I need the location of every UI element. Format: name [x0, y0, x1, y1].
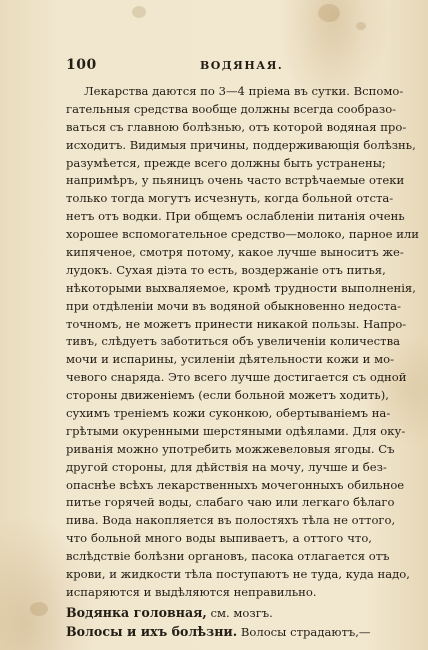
text-line: испаряются и выдѣляются неправильно. [66, 584, 317, 599]
text-line: точномъ, не можетъ принести никакой пользы. Напро- [66, 316, 407, 331]
text-line: что больной много воды выпиваетъ, а оттого что, [66, 531, 372, 546]
text-line: гательныя средства вообще должны всегда сообразо- [66, 101, 397, 116]
text-line: напримѣръ, у пьяницъ очень часто встрѣчаемые отеки [66, 173, 405, 188]
text-line: пива. Вода накопляется въ полостяхъ тѣла не оттого, [66, 513, 396, 528]
entry-headword: Водянка головная, [66, 604, 207, 620]
text-line: риванія можно употребить можжевеловыя ягоды. Съ [66, 441, 395, 456]
text-line: при отдѣленіи мочи въ водяной обыкновенно недоста- [66, 298, 401, 313]
text-line: другой стороны, для дѣйствія на мочу, лучше и без- [66, 459, 387, 474]
text-line: разумѣется, прежде всего должны быть устранены; [66, 155, 386, 170]
text-line: мочи и испарины, усиленіи дѣятельности кожи и мо- [66, 352, 394, 367]
age-stain [318, 4, 340, 22]
entry-text: см. мозгъ. [206, 605, 273, 620]
page-header [66, 57, 368, 73]
age-stain [356, 22, 366, 30]
text-line: исходитъ. Видимыя причины, поддерживающія болѣзнь, [66, 137, 416, 152]
running-title: ВОДЯНАЯ. [200, 59, 284, 72]
dictionary-entry [66, 602, 372, 621]
age-stain [30, 602, 48, 616]
text-line: лудокъ. Сухая діэта то есть, воздержаніе отъ питья, [66, 262, 386, 277]
body-text [66, 83, 420, 640]
text-line: питье горячей воды, слабаго чаю или легкаго бѣлаго [66, 495, 395, 510]
text-line: нетъ отъ водки. При общемъ ослабленіи питанія очень [66, 209, 405, 224]
text-line: нѣкоторыми выхваляемое, кромѣ трудности выполненія, [66, 280, 416, 295]
text-line: грѣтыми окуренными шерстяными одѣялами. Для оку- [66, 423, 406, 438]
text-line: чевого снаряда. Это всего лучше достигается съ одной [66, 370, 407, 385]
text-line: крови, и жидкости тѣла поступаютъ не туда, куда надо, [66, 567, 410, 582]
text-line: кипяченое, смотря потому, какое лучше выноситъ же- [66, 245, 404, 260]
text-line: сухимъ треніемъ кожи суконкою, обертываніемъ на- [66, 406, 391, 421]
entry-headword: Волосы и ихъ болѣзни. [66, 623, 238, 639]
text-line: хорошее вспомогательное средство—молоко, парное или [66, 227, 420, 242]
dictionary-entry [66, 621, 372, 640]
text-line: ваться съ главною болѣзнью, отъ которой водяная про- [66, 119, 407, 134]
text-line: опаснѣе всѣхъ лекарственныхъ мочегонныхъ обильное [66, 477, 405, 492]
entry-text: Волосы страдаютъ,— [237, 624, 371, 639]
page-number: 100 [66, 57, 97, 73]
text-line: Лекарства даются по 3—4 пріема въ сутки. Вспомо- [84, 84, 404, 98]
text-line: только тогда могутъ исчезнуть, когда больной отста- [66, 191, 394, 206]
text-line: тивъ, слѣдуетъ заботиться объ увеличеніи количества [66, 334, 401, 349]
text-line: стороны движеніемъ (если больной можетъ ходить), [66, 388, 389, 403]
text-line: вслѣдствіе болѣзни органовъ, пасока отлагается отъ [66, 549, 390, 564]
age-stain [132, 6, 146, 18]
